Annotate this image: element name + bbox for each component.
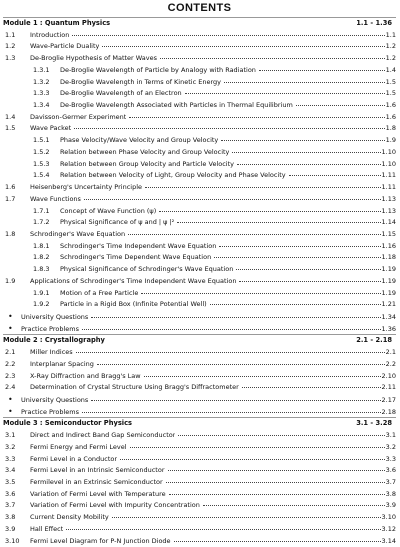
toc-entry xyxy=(3,135,396,147)
dot-leader xyxy=(74,128,384,129)
page-number: 1.18 xyxy=(381,253,396,262)
dot-leader xyxy=(141,293,380,294)
page-number: 1.13 xyxy=(381,206,396,215)
section-title: University Questions xyxy=(21,396,89,404)
section-title: Current Density Mobility xyxy=(30,513,109,522)
dot-leader xyxy=(66,529,380,530)
page-number: 2.18 xyxy=(381,407,396,416)
section-title: De-Broglie Wavelength Associated with Particles in Thermal Equilibrium xyxy=(60,101,293,110)
dot-leader xyxy=(144,376,381,377)
dot-leader xyxy=(242,387,381,388)
toc-entry xyxy=(3,311,396,323)
page-number: 1.4 xyxy=(385,65,396,74)
toc-entry xyxy=(3,299,396,311)
section-number: 1.9.1 xyxy=(33,288,50,297)
toc-entry xyxy=(3,371,396,383)
page-number: 3.3 xyxy=(385,454,396,463)
section-number: 2.2 xyxy=(5,359,16,368)
section-number: 2.4 xyxy=(5,383,16,392)
dot-leader xyxy=(159,211,380,212)
toc-entry xyxy=(3,454,396,466)
section-title: Introduction xyxy=(30,30,70,39)
section-title: Miller Indices xyxy=(30,348,73,357)
toc-entry xyxy=(3,359,396,371)
section-title: Direct and Indirect Band Gap Semiconductor xyxy=(30,431,176,440)
section-number: 3.7 xyxy=(5,501,16,510)
section-number: 1.5 xyxy=(5,124,16,133)
toc-entry xyxy=(3,477,396,489)
dot-leader xyxy=(296,105,385,106)
section-title: Heisenberg's Uncertainty Principle xyxy=(30,183,143,192)
section-title: Schrodinger's Time Dependent Wave Equation xyxy=(60,253,212,262)
dot-leader xyxy=(166,482,385,483)
toc-entry xyxy=(3,500,396,512)
page-number: 1.34 xyxy=(381,312,396,321)
toc-entry xyxy=(3,112,396,124)
page-number: 1.6 xyxy=(385,101,396,110)
page-number: 1.19 xyxy=(381,288,396,297)
toc-entry xyxy=(3,489,396,501)
toc-entry xyxy=(3,241,396,253)
toc-entry xyxy=(3,347,396,359)
page-number: 1.2 xyxy=(385,54,396,63)
section-number: 1.8 xyxy=(5,229,16,238)
page-number: 1.19 xyxy=(381,276,396,285)
section-number: 1.1 xyxy=(5,30,16,39)
toc-list xyxy=(3,17,396,547)
toc-entry xyxy=(3,53,396,65)
toc-entry xyxy=(3,323,396,335)
dot-leader xyxy=(232,152,380,153)
section-number: 3.4 xyxy=(5,466,16,475)
toc-entry xyxy=(3,77,396,89)
dot-leader xyxy=(128,234,380,235)
toc-entry xyxy=(3,252,396,264)
section-number: 3.5 xyxy=(5,478,16,487)
toc-entry xyxy=(3,100,396,112)
dot-leader xyxy=(185,93,385,94)
toc-entry xyxy=(3,536,396,547)
page-number: 1.6 xyxy=(385,112,396,121)
section-number: 1.9.2 xyxy=(33,300,50,309)
page-number: 2.17 xyxy=(381,396,396,404)
toc-entry xyxy=(3,288,396,300)
dot-leader xyxy=(91,400,380,401)
toc-entry xyxy=(3,206,396,218)
dot-leader xyxy=(237,164,381,165)
section-title: Phase Velocity/Wave Velocity and Group Velocity xyxy=(60,136,219,145)
page-number: 1.8 xyxy=(385,124,396,133)
section-number: 1.8.1 xyxy=(33,241,50,250)
toc-module-heading xyxy=(3,17,396,30)
page-title: CONTENTS xyxy=(167,2,232,14)
module-page-range: 2.1 - 2.18 xyxy=(356,336,392,345)
section-number: 2.1 xyxy=(5,348,16,357)
section-number: 1.5.4 xyxy=(33,171,50,180)
page-number: 1.5 xyxy=(385,89,396,98)
section-number: 1.3.1 xyxy=(33,65,50,74)
page-number: 1.11 xyxy=(381,183,396,192)
section-number: 1.9 xyxy=(5,276,16,285)
toc-entry xyxy=(3,394,396,406)
dot-leader xyxy=(130,447,385,448)
section-title: De-Broglie Wavelength of an Electron xyxy=(60,89,182,98)
page-number: 3.9 xyxy=(385,501,396,510)
section-number: 3.3 xyxy=(5,454,16,463)
toc-entry xyxy=(3,182,396,194)
toc-entry xyxy=(3,430,396,442)
toc-entry xyxy=(3,512,396,524)
toc-entry xyxy=(3,276,396,288)
page-number: 1.9 xyxy=(385,136,396,145)
dot-leader xyxy=(84,199,381,200)
page-number: 1.15 xyxy=(381,229,396,238)
page-number: 3.7 xyxy=(385,478,396,487)
page-number: 1.1 xyxy=(385,30,396,39)
section-number: 1.6 xyxy=(5,183,16,192)
page-number: 1.14 xyxy=(381,218,396,227)
section-number: 3.1 xyxy=(5,431,16,440)
dot-leader xyxy=(82,412,381,413)
bullet-marker: • xyxy=(8,323,13,333)
bullet-marker: • xyxy=(8,395,13,404)
page-number: 1.11 xyxy=(381,171,396,180)
section-title: Applications of Schrodinger's Time Independent Wave Equation xyxy=(30,276,237,285)
section-number: 1.3 xyxy=(5,54,16,63)
dot-leader xyxy=(259,70,385,71)
page-number: 1.19 xyxy=(381,265,396,274)
dot-leader xyxy=(221,140,384,141)
section-title: Physical Significance of ψ and | ψ |² xyxy=(60,218,175,227)
dot-leader xyxy=(236,269,380,270)
section-title: Relation between Velocity of Light, Group Velocity and Phase Velocity xyxy=(60,171,286,180)
dot-leader xyxy=(120,459,385,460)
module-page-range: 1.1 - 1.36 xyxy=(356,19,392,27)
module-title: Module 2 : Crystallography xyxy=(3,336,105,345)
dot-leader xyxy=(91,317,380,318)
dot-leader xyxy=(97,364,385,365)
section-title: Fermi Level Diagram for P-N Junction Diode xyxy=(30,536,171,545)
section-number: 1.7.1 xyxy=(33,206,50,215)
dot-leader xyxy=(82,329,381,330)
dot-leader xyxy=(168,470,385,471)
section-title: Wave Packet xyxy=(30,124,72,133)
page-number: 1.10 xyxy=(381,159,396,168)
page-number: 1.10 xyxy=(381,147,396,156)
section-title: Relation between Phase Velocity and Group Velocity xyxy=(60,147,230,156)
toc-entry xyxy=(3,194,396,206)
section-title: University Questions xyxy=(21,312,89,321)
section-number: 3.9 xyxy=(5,524,16,533)
page-number: 1.21 xyxy=(381,300,396,309)
toc-entry xyxy=(3,217,396,229)
toc-entry xyxy=(3,123,396,135)
dot-leader xyxy=(102,46,384,47)
section-title: Motion of a Free Particle xyxy=(60,288,139,297)
section-title: Physical Significance of Schrodinger's Wave Equation xyxy=(60,265,234,274)
toc-entry xyxy=(3,65,396,77)
section-number: 3.6 xyxy=(5,489,16,498)
page-number: 3.1 xyxy=(385,431,396,440)
section-title: De-Broglie Wavelength of Particle by Analogy with Radiation xyxy=(60,65,256,74)
dot-leader xyxy=(214,257,380,258)
bullet-marker: • xyxy=(8,406,13,416)
toc-entry xyxy=(3,41,396,53)
section-title: Fermi Energy and Fermi Level xyxy=(30,442,127,451)
section-title: Particle in a Rigid Box (Infinite Potential Well) xyxy=(60,300,207,309)
section-title: Fermilevel in an Extrinsic Semiconductor xyxy=(30,478,163,487)
dot-leader xyxy=(174,541,381,542)
toc-entry xyxy=(3,465,396,477)
module-title: Module 1 : Quantum Physics xyxy=(3,19,111,27)
dot-leader xyxy=(177,222,380,223)
section-number: 1.8.2 xyxy=(33,253,50,262)
section-title: Practice Problems xyxy=(21,407,79,416)
page-number: 3.12 xyxy=(381,524,396,533)
section-title: Davisson-Germer Experiment xyxy=(30,112,127,121)
section-title: Schrodinger's Time Independent Wave Equation xyxy=(60,241,217,250)
section-number: 1.3.3 xyxy=(33,89,50,98)
page-number: 3.2 xyxy=(385,442,396,451)
dot-leader xyxy=(239,281,380,282)
toc-entry xyxy=(3,147,396,159)
page-number: 3.6 xyxy=(385,466,396,475)
page-number: 2.10 xyxy=(381,371,396,380)
dot-leader xyxy=(210,304,381,305)
section-title: X-Ray Diffraction and Bragg's Law xyxy=(30,371,141,380)
section-title: Fermi Level in a Conductor xyxy=(30,454,118,463)
page-number: 3.10 xyxy=(381,513,396,522)
dot-leader xyxy=(169,494,385,495)
toc-module-heading xyxy=(3,334,396,347)
section-number: 1.4 xyxy=(5,112,16,121)
toc-module-heading xyxy=(3,417,396,430)
section-number: 1.7.2 xyxy=(33,218,50,227)
dot-leader xyxy=(289,175,381,176)
section-title: De-Broglie Hypothesis of Matter Waves xyxy=(30,54,158,63)
toc-entry xyxy=(3,159,396,171)
section-number: 3.8 xyxy=(5,513,16,522)
dot-leader xyxy=(224,82,385,83)
dot-leader xyxy=(178,435,384,436)
section-number: 1.5.3 xyxy=(33,159,50,168)
section-title: Fermi Level in an Intrinsic Semiconductor xyxy=(30,466,165,475)
section-title: Variation of Fermi Level with Temperature xyxy=(30,489,166,498)
toc-entry xyxy=(3,442,396,454)
section-title: Interplanar Spacing xyxy=(30,359,94,368)
toc-entry xyxy=(3,30,396,42)
dot-leader xyxy=(145,187,381,188)
page-number: 1.16 xyxy=(381,241,396,250)
page-number: 1.13 xyxy=(381,194,396,203)
page-number: 1.36 xyxy=(381,324,396,333)
page-number: 2.1 xyxy=(385,348,396,357)
section-number: 1.2 xyxy=(5,42,16,51)
dot-leader xyxy=(129,117,384,118)
page-number: 1.5 xyxy=(385,77,396,86)
dot-leader xyxy=(76,352,385,353)
page-number: 2.11 xyxy=(381,383,396,392)
dot-leader xyxy=(203,505,385,506)
section-title: Relation between Group Velocity and Particle Velocity xyxy=(60,159,234,168)
dot-leader xyxy=(72,35,384,36)
section-title: Variation of Fermi Level with Impurity Concentration xyxy=(30,501,200,510)
section-number: 1.7 xyxy=(5,194,16,203)
dot-leader xyxy=(112,517,381,518)
module-title: Module 3 : Semiconductor Physics xyxy=(3,419,133,428)
section-number: 2.3 xyxy=(5,371,16,380)
toc-entry xyxy=(3,229,396,241)
section-title: Hall Effect xyxy=(30,524,64,533)
module-page-range: 3.1 - 3.28 xyxy=(356,419,392,428)
section-number: 1.3.4 xyxy=(33,101,50,110)
section-title: De-Broglie Wavelength in Terms of Kinetic Energy xyxy=(60,77,221,86)
dot-leader xyxy=(160,58,385,59)
section-number: 3.2 xyxy=(5,442,16,451)
page-number: 3.8 xyxy=(385,489,396,498)
section-title: Practice Problems xyxy=(21,324,79,333)
dot-leader xyxy=(219,246,380,247)
bullet-marker: • xyxy=(8,311,13,321)
toc-entry xyxy=(3,382,396,394)
page-number: 1.2 xyxy=(385,42,396,51)
page-number: 3.14 xyxy=(381,536,396,545)
section-number: 1.3.2 xyxy=(33,77,50,86)
section-title: Schrodinger's Wave Equation xyxy=(30,229,126,238)
toc-entry xyxy=(3,88,396,100)
section-title: Determination of Crystal Structure Using Bragg's Diffractometer xyxy=(30,383,239,392)
section-number: 1.5.2 xyxy=(33,147,50,156)
section-title: Wave Functions xyxy=(30,194,81,203)
section-number: 1.8.3 xyxy=(33,265,50,274)
toc-entry xyxy=(3,406,396,418)
toc-entry xyxy=(3,524,396,536)
section-title: Concept of Wave Function (ψ) xyxy=(60,206,157,215)
section-title: Wave-Particle Duality xyxy=(30,42,100,51)
toc-entry xyxy=(3,170,396,182)
section-number: 1.5.1 xyxy=(33,136,50,145)
page-number: 2.2 xyxy=(385,359,396,368)
toc-entry xyxy=(3,264,396,276)
section-number: 3.10 xyxy=(5,536,20,545)
